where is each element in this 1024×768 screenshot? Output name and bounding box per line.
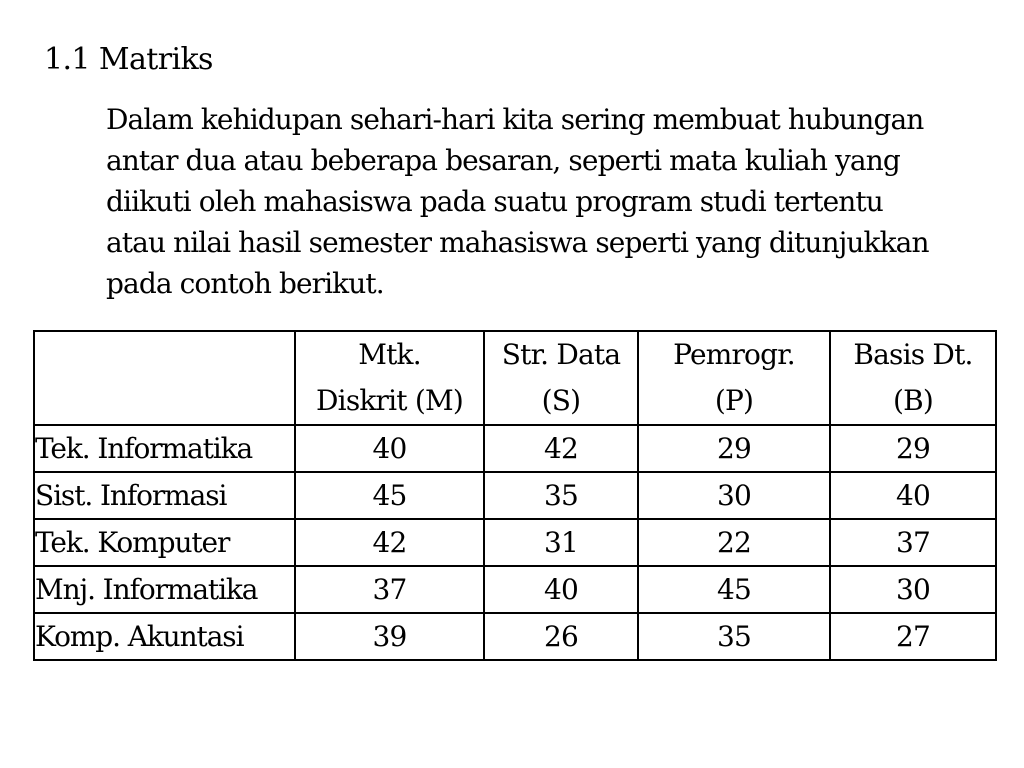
table-cell: 35	[638, 613, 830, 660]
table-cell: 29	[830, 425, 996, 472]
table-row	[34, 613, 996, 660]
table-cell: 30	[638, 472, 830, 519]
table-cell: 26	[484, 613, 638, 660]
header-line: (P)	[714, 384, 754, 417]
table-cell: 39	[295, 613, 484, 660]
header-line: Str. Data	[501, 338, 621, 371]
header-basis-dt	[830, 331, 996, 425]
row-label: Sist. Informasi	[34, 472, 295, 519]
table-row	[34, 519, 996, 566]
table-cell: 37	[295, 566, 484, 613]
table-cell: 35	[484, 472, 638, 519]
grades-table	[33, 330, 997, 661]
table-cell: 37	[830, 519, 996, 566]
table-cell: 40	[484, 566, 638, 613]
header-line: (S)	[541, 384, 581, 417]
header-line: Pemrogr.	[673, 338, 795, 371]
header-line: (B)	[892, 384, 934, 417]
table-cell: 31	[484, 519, 638, 566]
header-str-data	[484, 331, 638, 425]
header-line: Diskrit (M)	[316, 384, 463, 417]
table-cell: 29	[638, 425, 830, 472]
table-row	[34, 472, 996, 519]
table-cell: 42	[484, 425, 638, 472]
paragraph-line: diikuti oleh mahasiswa pada suatu program studi tertentu	[106, 185, 883, 218]
row-label: Tek. Komputer	[34, 519, 295, 566]
paragraph-line: Dalam kehidupan sehari-hari kita sering membuat hubungan	[106, 103, 924, 136]
row-label: Mnj. Informatika	[34, 566, 295, 613]
table-cell: 40	[830, 472, 996, 519]
header-corner-cell	[34, 331, 295, 425]
table-cell: 40	[295, 425, 484, 472]
table-header-row	[34, 331, 996, 425]
paragraph-line: atau nilai hasil semester mahasiswa seperti yang ditunjukkan	[106, 226, 929, 259]
table-row	[34, 566, 996, 613]
paragraph-line: antar dua atau beberapa besaran, seperti mata kuliah yang	[106, 144, 900, 177]
table-cell: 45	[295, 472, 484, 519]
table-cell: 30	[830, 566, 996, 613]
table-cell: 45	[638, 566, 830, 613]
intro-paragraph	[106, 99, 1006, 304]
header-line: Basis Dt.	[853, 338, 973, 371]
header-line: Mtk.	[358, 338, 421, 371]
row-label: Komp. Akuntasi	[34, 613, 295, 660]
table-row	[34, 425, 996, 472]
table-cell: 22	[638, 519, 830, 566]
section-title: 1.1 Matriks	[44, 42, 213, 77]
row-label: Tek. Informatika	[34, 425, 295, 472]
paragraph-line: pada contoh berikut.	[106, 267, 384, 300]
table-cell: 27	[830, 613, 996, 660]
header-pemrogr	[638, 331, 830, 425]
table-cell: 42	[295, 519, 484, 566]
header-mtk-diskrit	[295, 331, 484, 425]
